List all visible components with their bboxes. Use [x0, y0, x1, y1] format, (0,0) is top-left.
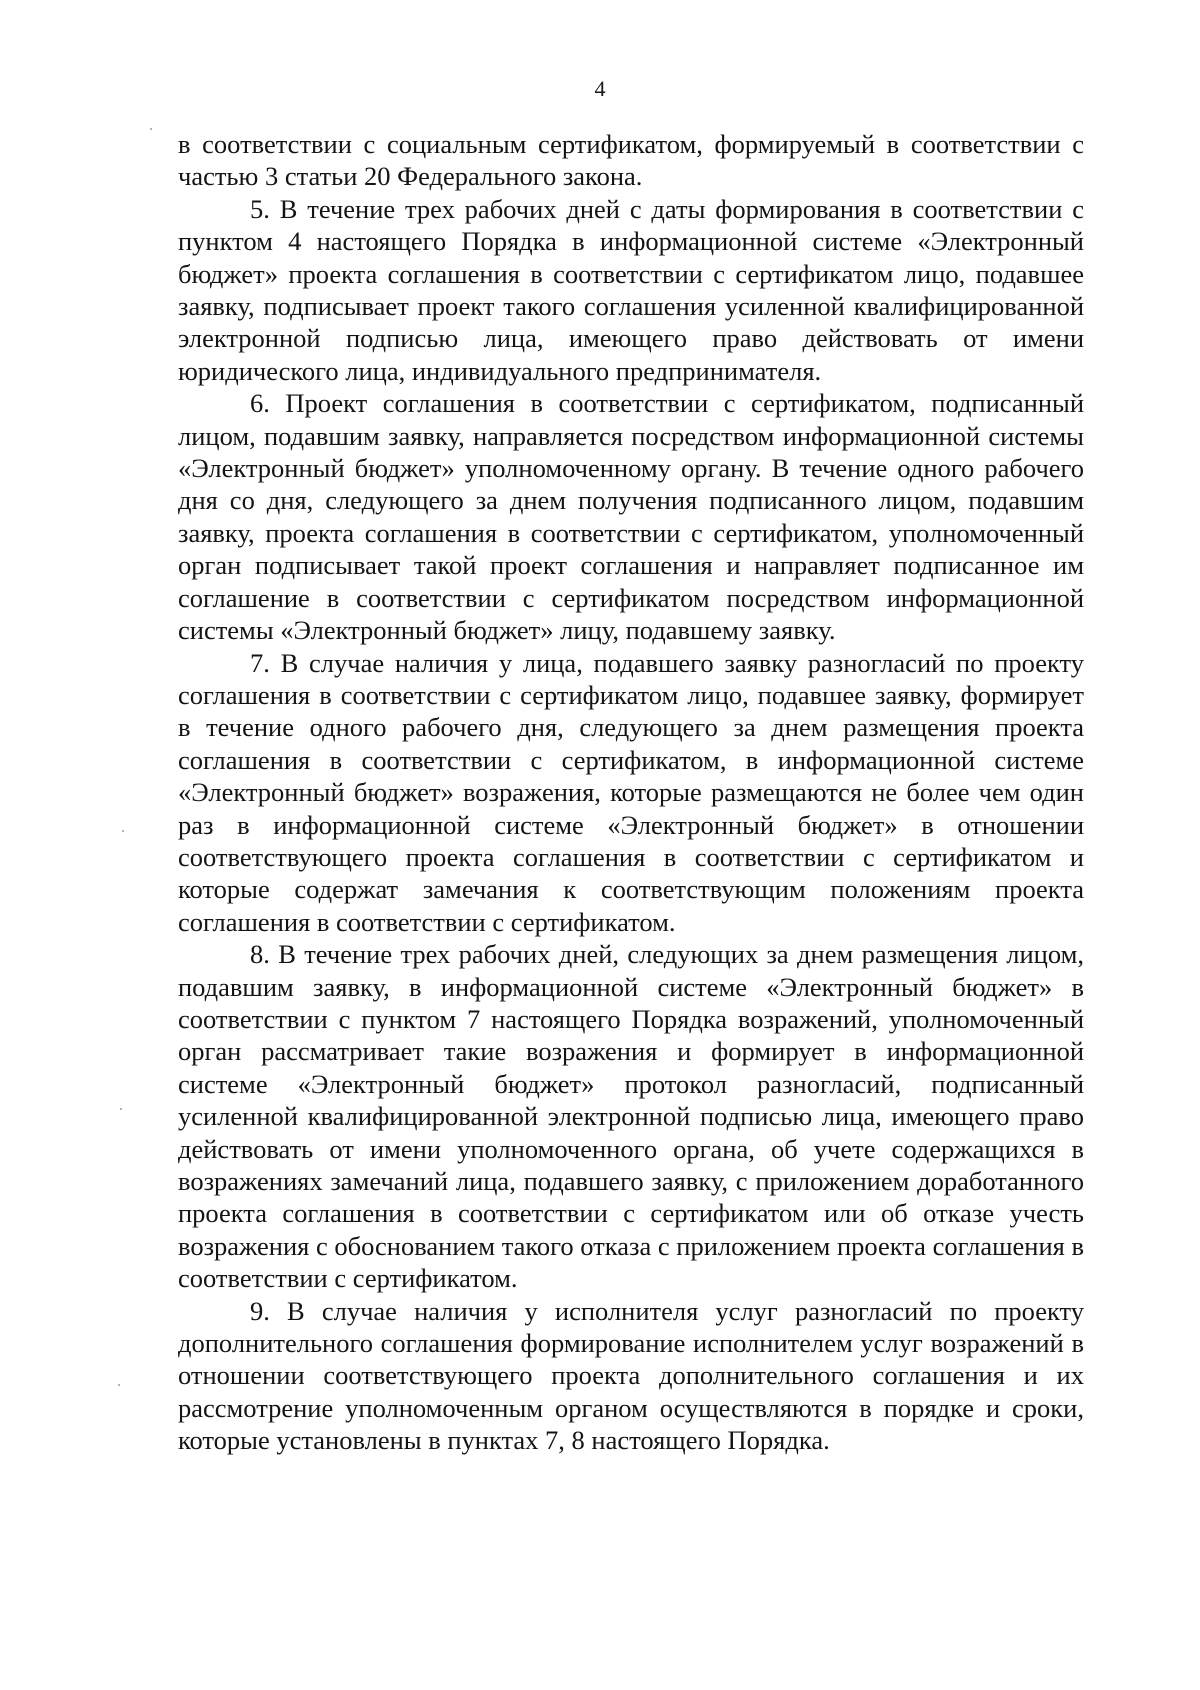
scan-speck: [122, 830, 124, 832]
scan-speck: [118, 1384, 120, 1386]
paragraph-item-8: 8. В течение трех рабочих дней, следующих за днем размещения лицом, подавшим заявку, в информационной системе «Электронный бюджет» в соответствии с пунктом 7 настоящего Порядка возражений, уполномоченный орган рассматривает такие возражения и формирует в информационной системе «Электронный бюджет» протокол разногласий, подписанный усиленной квалифицированной электронной подписью лица, имеющего право действовать от имени уполномоченного органа, об учете содержащихся в возражениях замечаний лица, подавшего заявку, с приложением доработанного проекта соглашения в соответствии с сертификатом или об отказе учесть возражения с обоснованием такого отказа с приложением проекта соглашения в соответствии с сертификатом.: [178, 939, 1084, 1294]
scan-speck: [120, 1108, 122, 1110]
paragraph-continuation: в соответствии с социальным сертификатом, формируемый в соответствии с частью 3 статьи 20 Федерального закона.: [178, 129, 1084, 192]
document-body: [178, 128, 1084, 1457]
paragraph-item-9: 9. В случае наличия у исполнителя услуг разногласий по проекту дополнительного соглашения формирование исполнителем услуг возражений в отношении соответствующего проекта дополнительного соглашения и их рассмотрение уполномоченным органом осуществляются в порядке и сроки, которые установлены в пунктах 7, 8 настоящего Порядка.: [178, 1295, 1084, 1456]
paragraph-item-6: 6. Проект соглашения в соответствии с сертификатом, подписанный лицом, подавшим заявку, направляется посредством информационной системы «Электронный бюджет» уполномоченному органу. В течение одного рабочего дня со дня, следующего за днем получения подписанного лицом, подавшим заявку, проекта соглашения в соответствии с сертификатом, уполномоченный орган подписывает такой проект соглашения и направляет подписанное им соглашение в соответствии с сертификатом посредством информационной системы «Электронный бюджет» лицу, подавшему заявку.: [178, 388, 1084, 646]
page-number: 4: [594, 76, 606, 101]
scan-speck: [150, 128, 152, 130]
paragraph-item-7: 7. В случае наличия у лица, подавшего заявку разногласий по проекту соглашения в соответствии с сертификатом лицо, подавшее заявку, формирует в течение одного рабочего дня, следующего за днем размещения проекта соглашения в соответствии с сертификатом, в информационной системе «Электронный бюджет» возражения, которые размещаются не более чем один раз в информационной системе «Электронный бюджет» в отношении соответствующего проекта соглашения в соответствии с сертификатом и которые содержат замечания к соответствующим положениям проекта соглашения в соответствии с сертификатом.: [178, 647, 1084, 937]
paragraph-item-5: 5. В течение трех рабочих дней с даты формирования в соответствии с пунктом 4 настоящего Порядка в информационной системе «Электронный бюджет» проекта соглашения в соответствии с сертификатом лицо, подавшее заявку, подписывает проект такого соглашения усиленной квалифицированной электронной подписью лица, имеющего право действовать от имени юридического лица, индивидуального предпринимателя.: [178, 193, 1084, 386]
